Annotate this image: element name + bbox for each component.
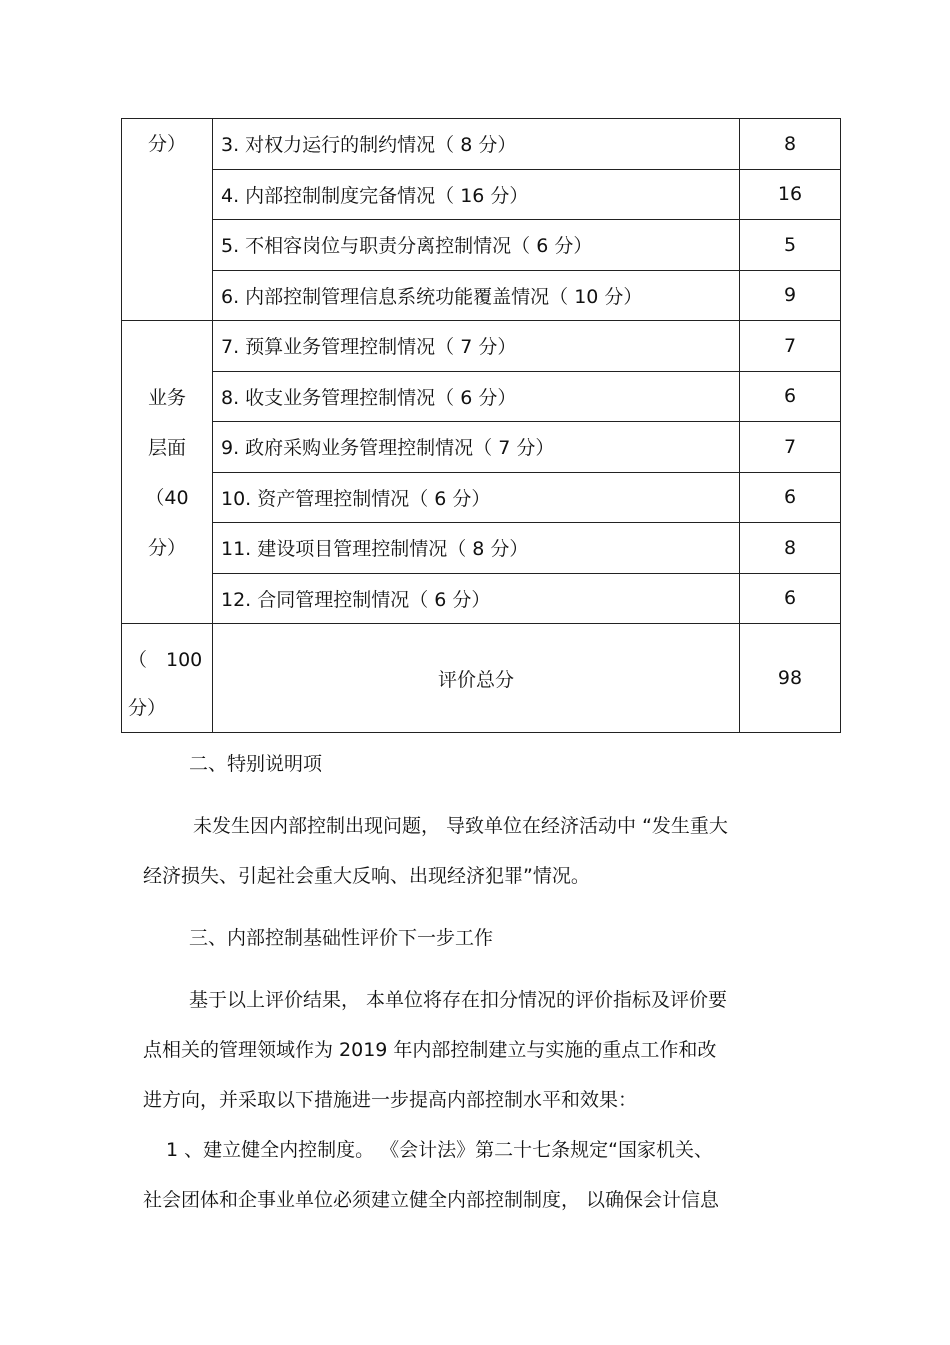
- item-cell: 4. 内部控制制度完备情况（ 16 分）: [213, 169, 740, 220]
- section-2-heading: 二、特别说明项: [189, 753, 323, 775]
- category-label: （ 100: [128, 649, 203, 671]
- category-label: 分）: [128, 697, 167, 719]
- section-2-line-1: 未发生因内部控制出现问题， 导致单位在经济活动中 “发生重大: [193, 815, 728, 837]
- score-cell: 5: [740, 220, 841, 271]
- item-cell: 11. 建设项目管理控制情况（ 8 分）: [213, 523, 740, 574]
- table-row: [122, 321, 841, 372]
- score-cell: 16: [740, 169, 841, 220]
- evaluation-score-table: [121, 118, 841, 733]
- item-cell: 12. 合同管理控制情况（ 6 分）: [213, 573, 740, 624]
- category-label: 业务: [147, 387, 186, 409]
- section-3-line-1: 基于以上评价结果， 本单位将存在扣分情况的评价指标及评价要: [189, 989, 728, 1011]
- table-row: [122, 169, 841, 220]
- item-cell: 6. 内部控制管理信息系统功能覆盖情况（ 10 分）: [213, 270, 740, 321]
- table-total-row: [122, 624, 841, 733]
- item-cell: 7. 预算业务管理控制情况（ 7 分）: [213, 321, 740, 372]
- score-cell: 6: [740, 573, 841, 624]
- section-2-line-2: 经济损失、引起社会重大反响、出现经济犯罪”情况。: [143, 865, 590, 887]
- total-label: 评价总分: [213, 624, 740, 733]
- item-1-line-1: 1 、建立健全内控制度。 《会计法》第二十七条规定“国家机关、: [166, 1139, 714, 1161]
- item-cell: 10. 资产管理控制情况（ 6 分）: [213, 472, 740, 523]
- category-label: 分）: [147, 537, 186, 559]
- table-row: [122, 422, 841, 473]
- table-row: [122, 573, 841, 624]
- score-cell: 7: [740, 321, 841, 372]
- score-cell: 7: [740, 422, 841, 473]
- table-row: [122, 523, 841, 574]
- table-row: [122, 119, 841, 170]
- item-cell: 9. 政府采购业务管理控制情况（ 7 分）: [213, 422, 740, 473]
- item-1-line-2: 社会团体和企事业单位必须建立健全内部控制制度， 以确保会计信息: [143, 1189, 720, 1211]
- score-cell: 9: [740, 270, 841, 321]
- table-row: [122, 472, 841, 523]
- table-row: [122, 220, 841, 271]
- score-cell: 8: [740, 119, 841, 170]
- item-cell: 8. 收支业务管理控制情况（ 6 分）: [213, 371, 740, 422]
- category-label: 层面: [147, 437, 186, 459]
- item-cell: 3. 对权力运行的制约情况（ 8 分）: [213, 119, 740, 170]
- table-row: [122, 270, 841, 321]
- score-cell: 6: [740, 371, 841, 422]
- category-cell-top: [122, 119, 213, 321]
- score-cell: 8: [740, 523, 841, 574]
- section-3-heading: 三、内部控制基础性评价下一步工作: [189, 927, 494, 949]
- total-score: 98: [740, 624, 841, 733]
- section-3-line-2: 点相关的管理领域作为 2019 年内部控制建立与实施的重点工作和改: [143, 1039, 717, 1061]
- item-cell: 5. 不相容岗位与职责分离控制情况（ 6 分）: [213, 220, 740, 271]
- category-cell-total: [122, 624, 213, 733]
- score-cell: 6: [740, 472, 841, 523]
- category-cell-business: [122, 321, 213, 624]
- category-label: 分）: [147, 133, 186, 155]
- section-3-line-3: 进方向，并采取以下措施进一步提高内部控制水平和效果：: [143, 1089, 638, 1111]
- category-label: （40: [145, 487, 189, 509]
- table-row: [122, 371, 841, 422]
